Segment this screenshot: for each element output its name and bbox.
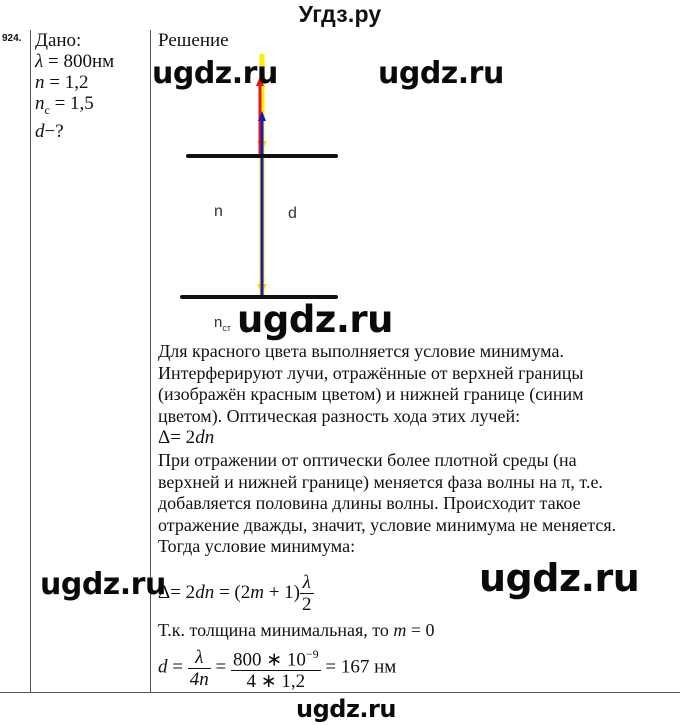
given-wavelength: λ = 800нм — [35, 51, 115, 72]
site-title: Угдз.ру — [298, 1, 382, 27]
given-unknown: d−? — [35, 120, 64, 142]
explanation-paragraph-1: Для красного цвета выполняется условие минимума. Интерферируют лучи, отражённые от верхней границы (изображён красным цветом) и нижней границе (синим цветом). Оптическая разность хода этих лучей: — [158, 341, 584, 426]
watermark: ugdz.ru — [378, 56, 504, 91]
task-number: 924. — [2, 33, 22, 44]
watermark: ugdz.ru — [152, 56, 278, 91]
solution-heading: Решение — [158, 30, 229, 51]
given-section — [35, 30, 114, 142]
diagram-label-d: d — [288, 205, 297, 222]
given-refractive-index: n = 1,2 — [35, 72, 89, 93]
watermark: ugdz.ru — [40, 567, 166, 602]
thickness-result-formula: d = $\frac{\lambda}{4n}$ = $\frac{800 ∗ 10^{-9}}{4 ∗ 1,2}$ = 167 нм — [158, 646, 397, 693]
table-divider-left — [30, 30, 31, 693]
watermark: ugdz.ru — [237, 298, 393, 341]
given-heading: Дано: — [35, 30, 82, 51]
watermark: ugdz.ru — [479, 556, 640, 600]
diagram-label-n: n — [214, 203, 223, 220]
path-difference-formula: Δ= 2dn — [158, 427, 215, 448]
given-glass-index: $n_с = 1,5$ — [35, 93, 94, 117]
minimum-condition-formula: Δ= 2dn = (2m + 1) $\frac{\lambda}{2}$ — [158, 572, 312, 615]
watermark: ugdz.ru — [296, 695, 396, 723]
explanation-paragraph-2: При отражении от оптически более плотной среды (на верхней и нижней границе) меняется фаза волны на π, т.е. добавляется половина длины волны. Происходит такое отражение дважды, значит, условие минимума не меняется. Тогда условие минимума: — [158, 450, 617, 556]
min-thickness-line: Т.к. толщина минимальная, то m = 0 — [158, 620, 435, 640]
diagram-label-nst: $n_{ст}$ — [214, 314, 231, 333]
